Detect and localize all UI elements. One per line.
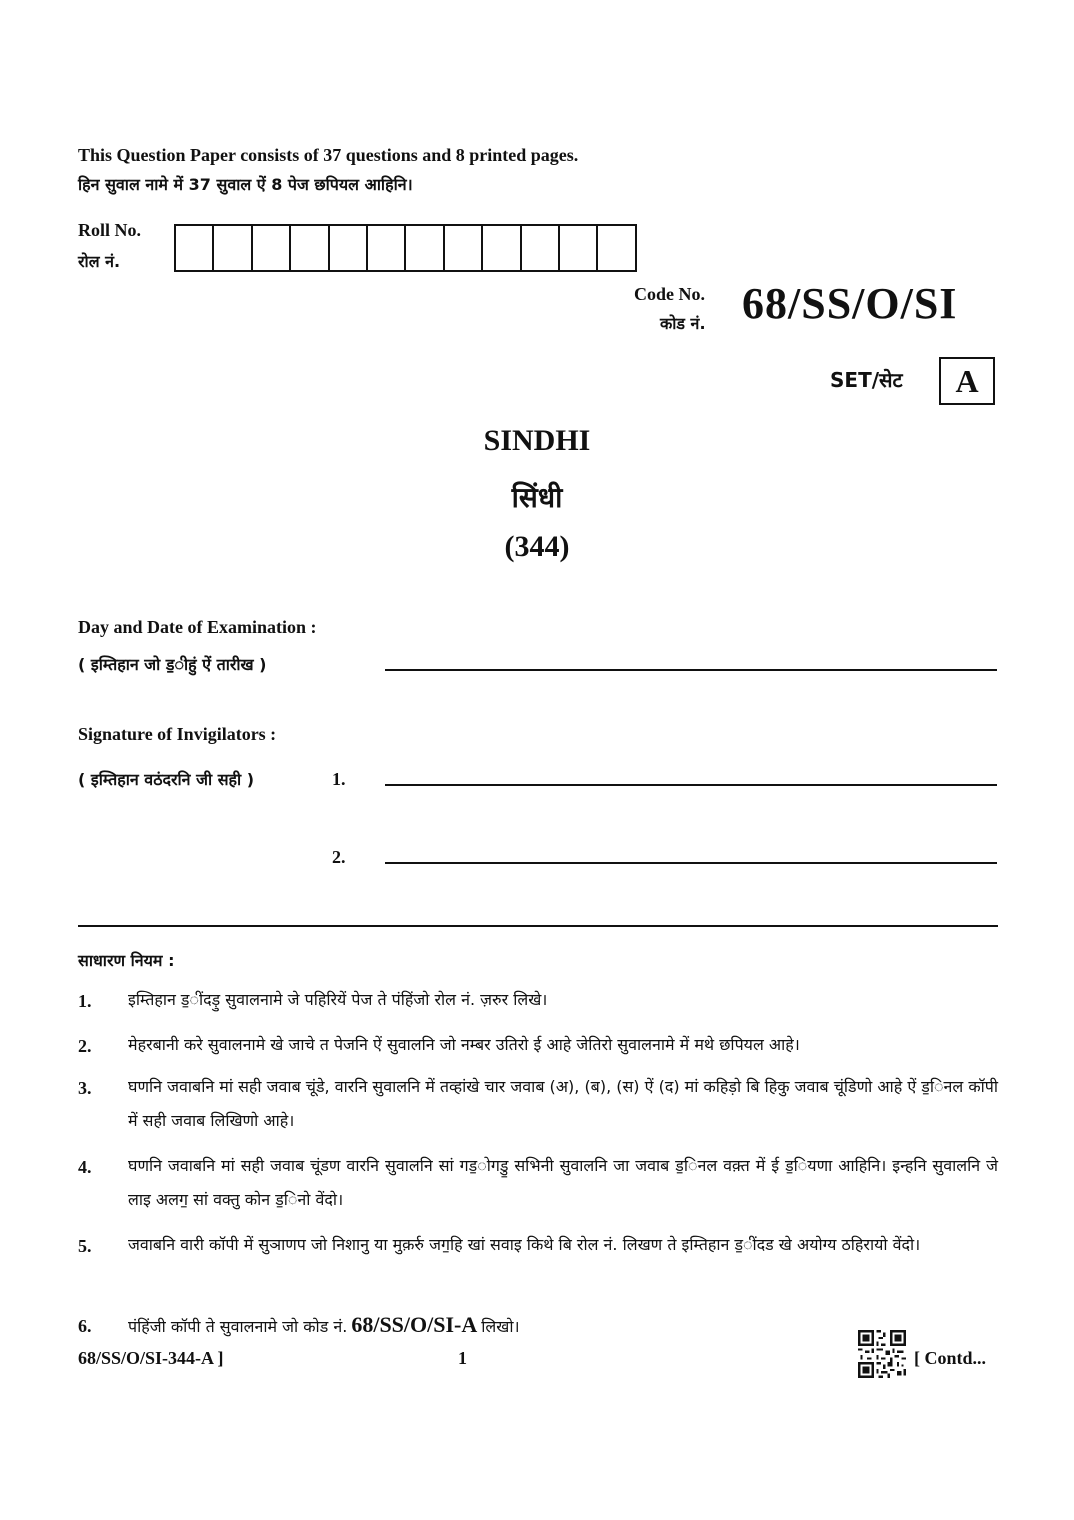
signature-number-2: 2. <box>332 847 346 867</box>
qr-code-icon <box>858 1330 906 1378</box>
rule-number: 2. <box>78 1036 92 1056</box>
exam-date-label-hindi: ( इम्तिहान जो ड॒ीहुं ऐं तारीख ) <box>78 655 267 674</box>
set-letter-box: A <box>939 357 995 405</box>
invigilator-signature-label: Signature of Invigilators : <box>78 724 277 744</box>
signature-number-1: 1. <box>332 769 346 789</box>
roll-number-box[interactable] <box>253 226 291 270</box>
roll-number-box[interactable] <box>598 226 636 270</box>
rule-text-part: पंहिंजी कॉपी ते सुवालनामे जो कोड नं. <box>128 1317 348 1336</box>
roll-number-box[interactable] <box>368 226 406 270</box>
subject-title-hindi: सिंधी <box>511 481 563 514</box>
rule-text: घणनि जवाबनि मां सही जवाब चूंडे, वारनि सुवालनि में तव्हांखे चार जवाब (अ), (ब), (स) ऐं (द) मां कहिड़ो बि हिकु जवाब चूंडिणो आहे ऐं ड॒िनल कॉपी में सही जवाब लिखिणो आहे। <box>128 1077 998 1130</box>
rule-text: मेहरबानी करे सुवालनामे खे जाचे त पेजनि ऐं सुवालनि जो नम्बर उतिरो ई आहे जेतिरो सुवालनामे में मथे छपियल आहे। <box>128 1035 800 1054</box>
subject-code: (344) <box>504 530 570 563</box>
general-rules-heading: साधारण नियम : <box>78 951 175 970</box>
footer-paper-code: 68/SS/O/SI-344-A ] <box>78 1348 224 1368</box>
paper-info-english: This Question Paper consists of 37 questions and 8 printed pages. <box>78 145 579 165</box>
signature-field-1[interactable] <box>385 784 997 786</box>
rule-text: इम्तिहान ड॒ींदड़ु सुवालनामे जे पहिरियें पेज ते पंहिंजो रोल नं. ज़रुर लिखे। <box>128 990 548 1009</box>
rule-number: 5. <box>78 1236 92 1256</box>
roll-number-label: Roll No. <box>78 220 141 240</box>
code-number-label: Code No. <box>634 284 705 304</box>
rule-text-part: लिखो। <box>481 1317 520 1336</box>
page-number: 1 <box>458 1348 467 1368</box>
rule-number: 3. <box>78 1078 92 1098</box>
exam-date-label: Day and Date of Examination : <box>78 617 317 637</box>
roll-number-box[interactable] <box>291 226 329 270</box>
set-label: SET/सेट <box>830 368 903 392</box>
subject-title: SINDHI <box>483 424 591 457</box>
invigilator-signature-label-hindi: ( इम्तिहान वठंदरनि जी सही ) <box>78 770 255 789</box>
rule-number: 1. <box>78 991 92 1011</box>
rule-code-number: 68/SS/O/SI-A <box>351 1312 478 1337</box>
roll-number-box[interactable] <box>560 226 598 270</box>
roll-number-box[interactable] <box>406 226 444 270</box>
roll-number-box[interactable] <box>445 226 483 270</box>
roll-number-label-hindi: रोल नं. <box>78 252 121 271</box>
roll-number-box[interactable] <box>483 226 521 270</box>
paper-info-hindi: हिन सुवाल नामे में 37 सुवाल ऐं 8 पेज छपियल आहिनि। <box>78 175 413 194</box>
rule-number: 4. <box>78 1157 92 1177</box>
rule-text: घणनि जवाबनि मां सही जवाब चूंडण वारनि सुवालनि सां गड॒ोगडु॒ सभिनी सुवालनि जा जवाब ड॒िनल वक़्त में ई ड॒ियणा आहिनि। इन्हनि सुवालनि जे लाइ अलग॒ सां वक्तु कोन ड॒िनो वेंदो। <box>128 1156 998 1209</box>
roll-number-box[interactable] <box>214 226 252 270</box>
roll-number-box[interactable] <box>330 226 368 270</box>
code-number: 68/SS/O/SI <box>742 279 958 328</box>
rule-text: जवाबनि वारी कॉपी में सुञाणप जो निशानु या मुक़र्रु जग॒हि खां सवाइ किथे बि रोल नं. लिखण ते इम्तिहान ड॒ींदड खे अयोग्य ठहिरायो वेंदो। <box>128 1235 921 1254</box>
rule-number: 6. <box>78 1316 92 1336</box>
exam-date-field[interactable] <box>385 669 997 671</box>
roll-number-boxes[interactable] <box>174 224 637 272</box>
continued-label: [ Contd... <box>914 1348 987 1368</box>
section-divider <box>78 925 998 927</box>
roll-number-box[interactable] <box>522 226 560 270</box>
roll-number-box[interactable] <box>176 226 214 270</box>
signature-field-2[interactable] <box>385 862 997 864</box>
code-number-label-hindi: कोड नं. <box>660 314 706 333</box>
